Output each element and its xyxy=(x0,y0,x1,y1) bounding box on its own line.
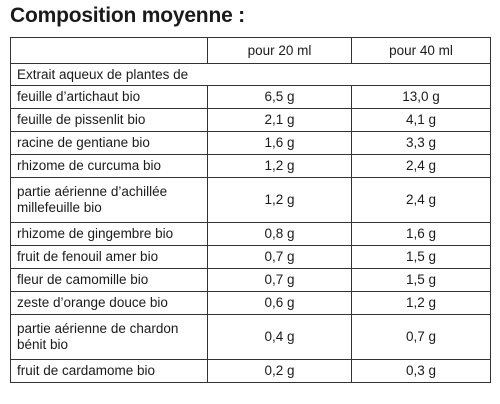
ingredient-name: fruit de fenouil amer bio xyxy=(11,246,208,269)
amount-20ml: 0,7 g xyxy=(208,269,352,292)
table-row xyxy=(11,246,491,269)
table-row xyxy=(11,223,491,246)
amount-20ml: 0,8 g xyxy=(208,223,352,246)
amount-40ml: 1,5 g xyxy=(352,246,491,269)
column-header-40ml: pour 40 ml xyxy=(352,38,491,64)
amount-20ml: 0,6 g xyxy=(208,292,352,315)
amount-20ml: 0,2 g xyxy=(208,360,352,383)
table-row xyxy=(11,86,491,109)
amount-40ml: 0,3 g xyxy=(352,360,491,383)
table-row xyxy=(11,269,491,292)
amount-20ml: 1,6 g xyxy=(208,132,352,155)
amount-20ml: 1,2 g xyxy=(208,178,352,223)
ingredient-name: feuille de pissenlit bio xyxy=(11,109,208,132)
amount-40ml: 2,4 g xyxy=(352,155,491,178)
ingredient-name: zeste d’orange douce bio xyxy=(11,292,208,315)
table-row xyxy=(11,292,491,315)
amount-40ml: 3,3 g xyxy=(352,132,491,155)
amount-40ml: 2,4 g xyxy=(352,178,491,223)
amount-40ml: 1,5 g xyxy=(352,269,491,292)
table-row xyxy=(11,132,491,155)
table-row xyxy=(11,360,491,383)
amount-40ml: 1,6 g xyxy=(352,223,491,246)
ingredient-name: fruit de cardamome bio xyxy=(11,360,208,383)
composition-table xyxy=(10,37,491,383)
ingredient-name: partie aérienne de chardon bénit bio xyxy=(11,315,208,360)
ingredient-name: fleur de camomille bio xyxy=(11,269,208,292)
amount-20ml: 0,4 g xyxy=(208,315,352,360)
amount-40ml: 4,1 g xyxy=(352,109,491,132)
amount-20ml: 2,1 g xyxy=(208,109,352,132)
amount-40ml: 1,2 g xyxy=(352,292,491,315)
ingredient-name: racine de gentiane bio xyxy=(11,132,208,155)
page-title: Composition moyenne : xyxy=(10,4,245,27)
column-header-ingredient xyxy=(11,38,208,64)
ingredient-name: rhizome de gingembre bio xyxy=(11,223,208,246)
amount-20ml: 6,5 g xyxy=(208,86,352,109)
amount-20ml: 0,7 g xyxy=(208,246,352,269)
ingredient-name: feuille d’artichaut bio xyxy=(11,86,208,109)
amount-40ml: 0,7 g xyxy=(352,315,491,360)
column-header-20ml: pour 20 ml xyxy=(208,38,352,64)
table-header-row xyxy=(11,38,491,64)
section-label: Extrait aqueux de plantes de xyxy=(11,64,491,86)
ingredient-name: partie aérienne d’achillée millefeuille bio xyxy=(11,178,208,223)
section-row xyxy=(11,64,491,86)
table-row xyxy=(11,315,491,360)
table-row xyxy=(11,155,491,178)
table-row xyxy=(11,178,491,223)
amount-40ml: 13,0 g xyxy=(352,86,491,109)
ingredient-name: rhizome de curcuma bio xyxy=(11,155,208,178)
amount-20ml: 1,2 g xyxy=(208,155,352,178)
table-row xyxy=(11,109,491,132)
